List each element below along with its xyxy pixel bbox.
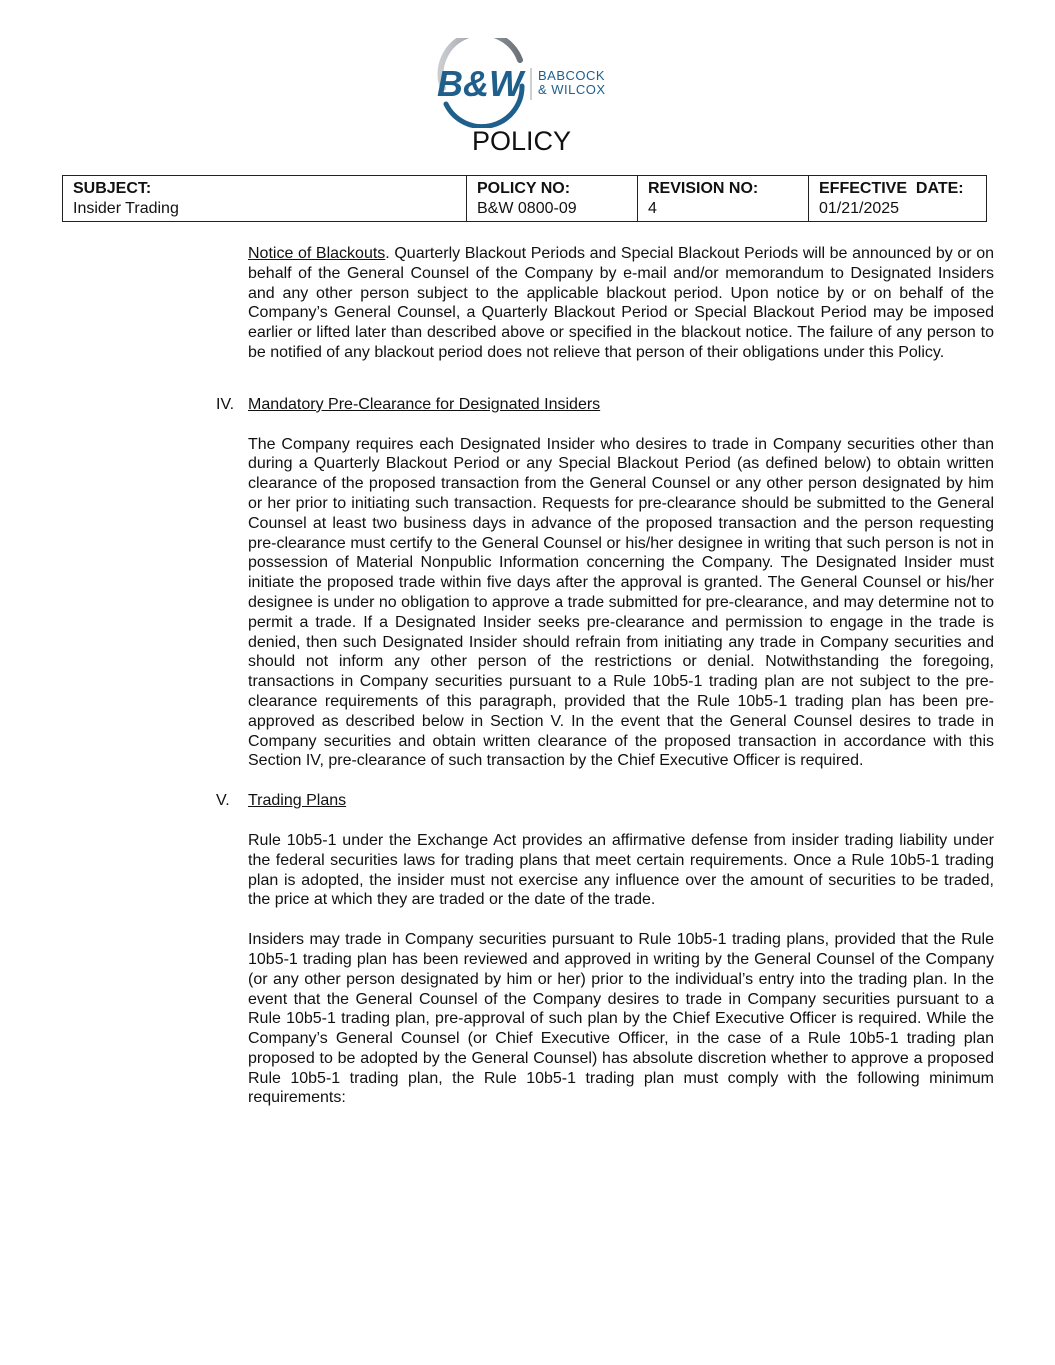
section-v-title: Trading Plans bbox=[248, 792, 347, 810]
policy-no-label: POLICY NO: bbox=[477, 180, 571, 197]
policy-no-value: B&W 0800-09 bbox=[477, 200, 577, 217]
logo-line-2: & WILCOX bbox=[538, 82, 606, 97]
section-iv-heading bbox=[216, 395, 994, 415]
section-iv-title: Mandatory Pre-Clearance for Designated Insiders bbox=[248, 395, 601, 413]
logo-mark: B&W bbox=[437, 63, 523, 104]
revision-value: 4 bbox=[648, 200, 657, 217]
section-v-paragraph-2: Insiders may trade in Company securities pursuant to Rule 10b5-1 trading plans, provided that the Rule 10b5-1 trading plan has been reviewed and approved in writing by the General Counsel of the Company (or any other person designated by him or her) prior to the individual’s entry into the trading plan. In the event that the General Counsel of the Company desires to trade in Company securities pursuant to a Rule 10b5-1 trading plan, pre-approval of such plan by the Chief Executive Officer is required. While the Company’s General Counsel (or Chief Executive Officer, in the case of a Rule 10b5-1 trading plan proposed to be adopted by the General Counsel) has absolute discretion whether to approve a proposed Rule 10b5-1 trading plan, the Rule 10b5-1 trading plan must comply with the following minimum requirements: bbox=[248, 931, 994, 1107]
policy-no-cell bbox=[467, 176, 638, 222]
header-row bbox=[63, 176, 987, 222]
effective-date-value: 01/21/2025 bbox=[819, 200, 900, 217]
revision-label: REVISION NO: bbox=[648, 180, 759, 197]
revision-cell bbox=[638, 176, 809, 222]
logo-wordmark bbox=[538, 69, 606, 97]
effective-date-cell bbox=[809, 176, 987, 222]
logo-line-1: BABCOCK bbox=[538, 68, 606, 83]
policy-body bbox=[216, 244, 995, 1108]
section-iv-paragraph: The Company requires each Designated Insider who desires to trade in Company securities other than during a Quarterly Blackout Period or any Special Blackout Period (as defined below) to obtain written clearance of the proposed transaction from the General Counsel or any other person designated by him or her prior to initiating such transaction. Requests for pre-clearance should be submitted to the General Counsel at least two business days in advance of the proposed transaction and the person requesting pre-clearance must certify to the General Counsel or his/her designee in writing that such person is not in possession of Material Nonpublic Information concerning the Company. The Designated Insider must initiate the proposed trade within five days after the approval is granted. The General Counsel or his/her designee is under no obligation to approve a trade submitted for pre-clearance, and may determine not to permit a trade. If a Designated Insider seeks pre-clearance and permission to engage in the trade is denied, then such Designated Insider should refrain from initiating any trade in Company securities and should not inform any other person of the restrictions or denial. Notwithstanding the foregoing, transactions in Company securities pursuant to a Rule 10b5-1 trading plan are not subject to the pre-clearance requirements of this paragraph, provided that the Rule 10b5-1 trading plan has been pre-approved as described below in Section V. In the event that the General Counsel desires to trade in Company securities and obtain written clearance of the proposed transaction in accordance with this Section IV, pre-clearance of such transaction by the Chief Executive Officer is required. bbox=[248, 435, 994, 770]
subject-value: Insider Trading bbox=[73, 200, 179, 217]
subject-cell bbox=[63, 176, 467, 222]
notice-heading: Notice of Blackouts bbox=[248, 245, 386, 262]
page-title: POLICY bbox=[471, 126, 572, 156]
effective-date-label: EFFECTIVE DATE: bbox=[819, 180, 964, 197]
notice-of-blackouts-paragraph bbox=[248, 244, 994, 363]
section-v-paragraph-1: Rule 10b5-1 under the Exchange Act provides an affirmative defense from insider trading liability under the federal securities laws for trading plans that meet certain requirements. Once a Rule 10b5-1 trading plan is adopted, the insider must not exercise any influence over the amount of securities to be traded, the price at which they are traded or the date of the trade. bbox=[248, 831, 994, 909]
subject-label: SUBJECT: bbox=[73, 180, 152, 197]
policy-header-table bbox=[62, 175, 987, 222]
section-v-number: V. bbox=[216, 792, 230, 810]
notice-text: . Quarterly Blackout Periods and Special Blackout Periods will be announced by or on behalf of the General Counsel of the Company by e-mail and/or memorandum to Designated Insiders and any other person subject to the applicable blackout period. Upon notice by or on behalf of the Company’s General Counsel, a Quarterly Blackout Period or Special Blackout Period may be imposed earlier or lifted later than described above or specified in the blackout notice. The failure of any person to be notified of any blackout period does not relieve that person of their obligations under this Policy. bbox=[248, 245, 995, 361]
section-iv-number: IV. bbox=[216, 395, 235, 413]
section-v-heading bbox=[216, 791, 994, 811]
